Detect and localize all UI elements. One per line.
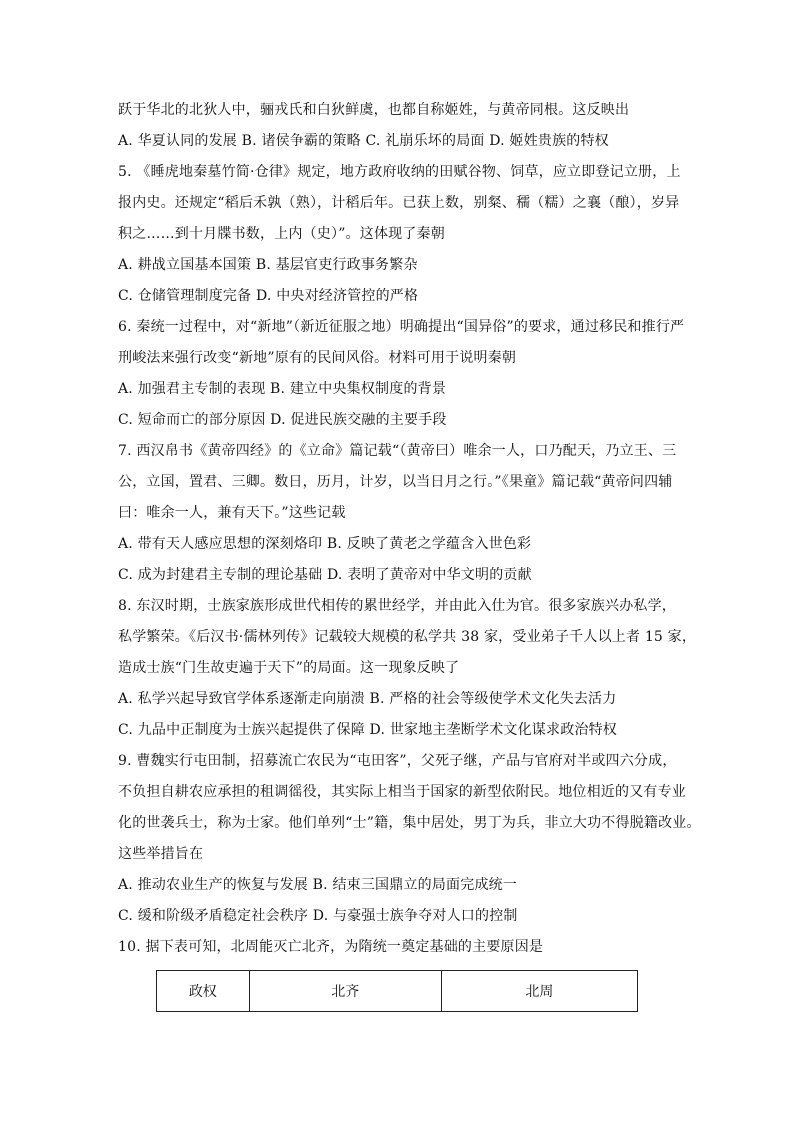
text-line: 公，立国，置君、三卿。数日，历月，计岁，以当日月之行。”《果童》篇记载“黄帝问四辅 <box>118 474 673 490</box>
text-line: 跃于华北的北狄人中，骊戎氏和白狄鲜虞，也都自称姬姓，与黄帝同根。这反映出 <box>118 102 630 118</box>
question-text <box>118 100 701 968</box>
header-northern-zhou: 北周 <box>441 971 637 1012</box>
text-line: 积之……到十月牒书数，上内（史）”。这体现了秦朝 <box>118 226 445 242</box>
text-line: C. 九品中正制度为士族兴起提供了保障 D. 世家地主垄断学术文化谋求政治特权 <box>118 722 617 738</box>
text-line: A. 推动农业生产的恢复与发展 B. 结束三国鼎立的局面完成统一 <box>118 877 518 893</box>
header-regime: 政权 <box>157 971 250 1012</box>
text-line: 10. 据下表可知，北周能灭亡北齐，为隋统一奠定基础的主要原因是 <box>118 939 544 955</box>
text-line: 私学繁荣。《后汉书·儒林列传》记载较大规模的私学共 38 家，受业弟子千人以上者 15 家， <box>118 629 697 645</box>
text-line: A. 华夏认同的发展 B. 诸侯争霸的策略 C. 礼崩乐坏的局面 D. 姬姓贵族的特权 <box>118 133 609 149</box>
text-line: C. 成为封建君主专制的理论基础 D. 表明了黄帝对中华文明的贡献 <box>118 567 532 583</box>
table-header-row <box>157 971 638 1012</box>
text-line: 造成士族“门生故吏遍于天下”的局面。这一现象反映了 <box>118 660 460 676</box>
text-line: 7. 西汉帛书《黄帝四经》的《立命》篇记载“（黄帝曰）唯余一人，口乃配天，乃立王、三 <box>118 443 677 459</box>
text-line: A. 私学兴起导致官学体系逐渐走向崩溃 B. 严格的社会等级使学术文化失去活力 <box>118 691 617 707</box>
text-line: 曰：唯余一人，兼有天下。”这些记载 <box>118 505 346 521</box>
text-line: 这些举措旨在 <box>118 846 204 862</box>
text-line: 6. 秦统一过程中，对“新地”（新近征服之地）明确提出“国异俗”的要求，通过移民和推行严 <box>118 319 685 335</box>
text-line: C. 缓和阶级矛盾稳定社会秩序 D. 与豪强士族争夺对人口的控制 <box>118 908 518 924</box>
text-line: 报内史。还规定“稻后禾孰（熟），计稻后年。已获上数，别粲、穤（糯）之襄（酿），岁异 <box>118 195 680 211</box>
text-line: C. 仓储管理制度完备 D. 中央对经济管控的严格 <box>118 288 419 304</box>
text-line: 化的世袭兵士，称为士家。他们单列“士”籍，集中居处，男丁为兵，非立大功不得脱籍改业。 <box>118 815 701 831</box>
text-line: A. 带有天人感应思想的深刻烙印 B. 反映了黄老之学蕴含入世色彩 <box>118 536 532 552</box>
text-line: 8. 东汉时期，士族家族形成世代相传的累世经学，并由此入仕为官。很多家族兴办私学， <box>118 598 677 614</box>
text-line: A. 耕战立国基本国策 B. 基层官吏行政事务繁杂 <box>118 257 418 273</box>
text-line: 刑峻法来强行改变“新地”原有的民间风俗。材料可用于说明秦朝 <box>118 350 517 366</box>
text-line: 5. 《睡虎地秦墓竹简·仓律》规定，地方政府收纳的田赋谷物、饲草，应立即登记立册，上 <box>118 164 681 180</box>
comparison-table <box>156 970 638 1012</box>
text-line: C. 短命而亡的部分原因 D. 促进民族交融的主要手段 <box>118 412 447 428</box>
header-northern-qi: 北齐 <box>249 971 441 1012</box>
text-line: A. 加强君主专制的表现 B. 建立中央集权制度的背景 <box>118 381 447 397</box>
text-line: 9. 曹魏实行屯田制，招募流亡农民为“屯田客”，父死子继，产品与官府对半或四六分成， <box>118 753 677 769</box>
text-line: 不负担自耕农应承担的租调徭役，其实际上相当于国家的新型依附民。地位相近的又有专业 <box>118 784 686 800</box>
